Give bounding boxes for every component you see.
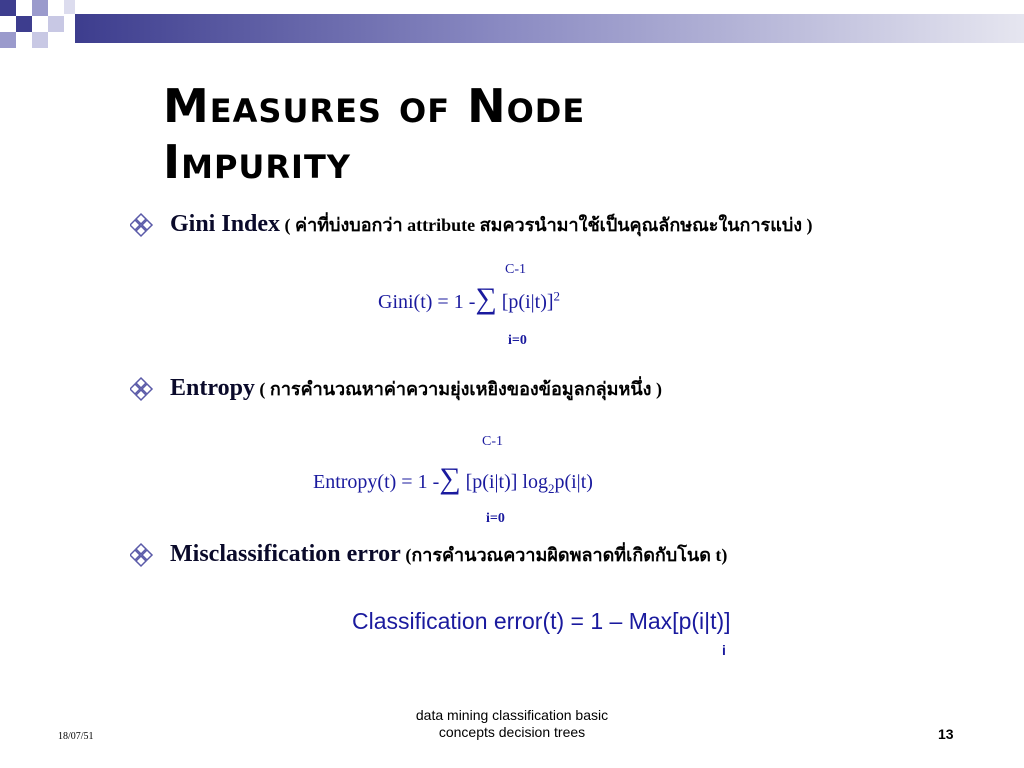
gini-lower: i=0 (508, 333, 527, 348)
entropy-log-base: 2 (547, 481, 555, 496)
decor-square (48, 16, 64, 32)
page-number: 13 (938, 726, 954, 742)
classification-formula: Classification error(t) = 1 – Max[p(i|t)] (352, 608, 731, 634)
bullet-note: ( ค่าที่บ่งบอกว่า attribute สมควรนำมาใช้เป็นคุณลักษณะในการแบ่ง ) (280, 215, 813, 235)
diamond-cluster-icon (130, 542, 164, 568)
header-bar (75, 14, 1024, 43)
entropy-lhs: Entropy(t) = 1 - (313, 471, 440, 493)
page-title (163, 78, 923, 190)
decor-square (16, 16, 32, 32)
entropy-rhs2: p(i|t) (554, 471, 593, 493)
bullet-head: Gini Index (170, 211, 281, 237)
footer-date: 18/07/51 (58, 731, 94, 742)
bullet-head: Entropy (170, 375, 255, 401)
entropy-lower: i=0 (486, 511, 505, 526)
gini-formula (378, 282, 560, 316)
entropy-upper: C-1 (482, 434, 503, 449)
sigma-icon: ∑ (475, 282, 497, 315)
gini-upper: C-1 (505, 262, 526, 277)
gini-lhs: Gini(t) = 1 - (378, 291, 476, 313)
footer-line-2: concepts decision trees (438, 724, 586, 740)
title-line-2: Impurity (163, 135, 351, 189)
bullet-entropy-text (170, 374, 662, 403)
decor-square (0, 0, 16, 16)
entropy-rhs: [p(i|t)] log (460, 471, 548, 493)
classification-sub: i (722, 642, 726, 658)
title-line-1: Measures of Node (163, 79, 586, 133)
bullet-note: ( การคำนวณหาค่าความยุ่งเหยิงของข้อมูลกลุ่มหนึ่ง ) (254, 379, 662, 399)
entropy-formula (313, 462, 593, 497)
gini-rhs: [p(i|t)] (496, 291, 554, 313)
footer-caption (380, 707, 644, 741)
decor-square (32, 0, 48, 16)
decor-square (64, 0, 75, 14)
gini-exponent: 2 (553, 288, 561, 304)
bullet-gini-text (170, 210, 813, 239)
sigma-icon: ∑ (439, 462, 461, 495)
decor-square (32, 32, 48, 48)
footer-line-1: data mining classification basic (415, 707, 609, 723)
diamond-cluster-icon (130, 376, 164, 402)
diamond-cluster-icon (130, 212, 164, 238)
bullet-note: (การคำนวณความผิดพลาดที่เกิดกับโนด t) (400, 545, 728, 565)
decor-square (0, 32, 16, 48)
bullet-head: Misclassification error (170, 541, 401, 567)
bullet-misclassification-text (170, 540, 727, 569)
